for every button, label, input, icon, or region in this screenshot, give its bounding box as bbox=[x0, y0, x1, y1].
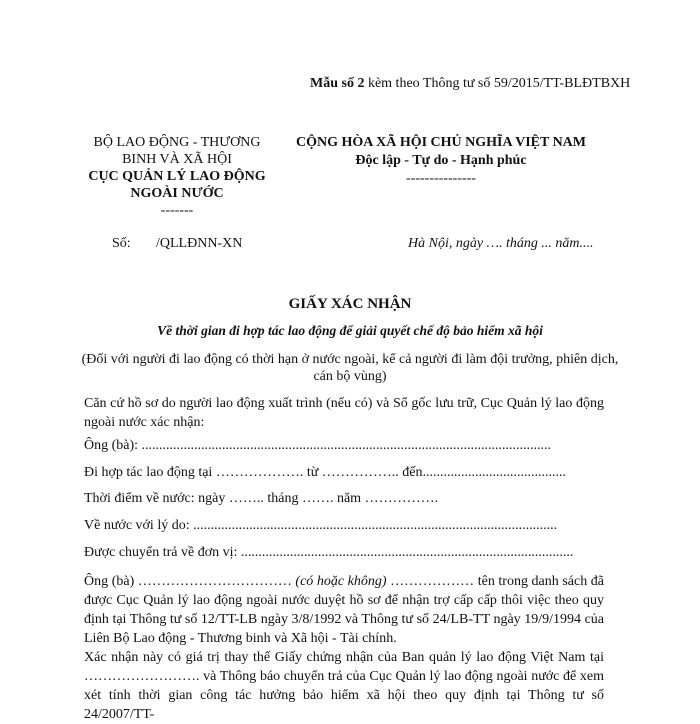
approval-paragraph-start: Ông (bà) …………………………… bbox=[84, 574, 296, 589]
national-motto: Độc lập - Tự do - Hạnh phúc bbox=[355, 153, 527, 168]
ministry-line-2: BINH VÀ XÃ HỘI bbox=[122, 152, 232, 167]
document-subtitle: Về thời gian đi hợp tác lao động để giải quyết chế độ bảo hiểm xã hội bbox=[157, 323, 543, 338]
form-circular: kèm theo Thông tư số 59/2015/TT-BLĐTBXH bbox=[364, 76, 631, 91]
basis-paragraph: Căn cứ hồ sơ do người lao động xuất trình (nếu có) và Sổ gốc lưu trữ, Cục Quản lý lao động ngoài nước xác nhận: bbox=[84, 396, 604, 430]
approval-paragraph-rest: ……………… tên trong danh sách đã được Cục Quản lý lao động ngoài nước duyệt hồ sơ để nhận trợ cấp cấp thôi việc theo quy định tại Thông tư số 12/TT-LB ngày 3/8/1992 và Thông tư số 24/LB-TT ngày 19/9/1994 của Liên Bộ Lao động - Thương binh và Xã hội - Tài chính. bbox=[84, 574, 605, 646]
department-line-2: NGOÀI NƯỚC bbox=[130, 186, 224, 201]
form-reference bbox=[310, 76, 630, 92]
field-transfer-unit: Được chuyển trả về đơn vị: ............................................................................................... bbox=[84, 545, 574, 560]
field-return-date: Thời điểm về nước: ngày …….. tháng ……. năm ……………. bbox=[84, 491, 439, 506]
agency-divider: ------- bbox=[160, 203, 194, 218]
approval-paragraph-option: (có hoặc không) bbox=[295, 574, 387, 589]
scope-note-line-1: (Đối với người đi lao động có thời hạn ở nước ngoài, kể cả người đi làm đội trưởng, phiên dịch, bbox=[81, 352, 619, 367]
document-number-code: /QLLĐNN-XN bbox=[156, 236, 243, 251]
scope-note-line-2: cán bộ vùng) bbox=[313, 369, 387, 384]
document-number-label: Số: bbox=[112, 236, 131, 251]
field-cooperation-location: Đi hợp tác lao động tại ………………. từ …………….. đến......................................... bbox=[84, 465, 567, 480]
scope-note bbox=[60, 351, 640, 385]
validity-paragraph: Xác nhận này có giá trị thay thế Giấy chứng nhận của Ban quản lý lao động Việt Nam tại ……………………. và Thông báo chuyển trả của Cục Quản lý lao động ngoài nước để xem xét tính thời gian công tác hưởng bảo hiểm xã hội theo quy định tại Thông tư số 24/2007/TT- bbox=[84, 650, 604, 722]
field-return-reason: Về nước với lý do: ........................................................................................................ bbox=[84, 518, 558, 533]
national-header bbox=[285, 134, 597, 188]
approval-paragraph bbox=[84, 572, 604, 648]
ministry-line-1: BỘ LAO ĐỘNG - THƯƠNG bbox=[93, 135, 261, 150]
place-and-date: Hà Nội, ngày …. tháng ... năm.... bbox=[408, 236, 594, 251]
agency-header bbox=[72, 134, 282, 219]
national-divider: --------------- bbox=[406, 171, 476, 186]
field-full-name: Ông (bà): ..................................................................................................................... bbox=[84, 438, 552, 453]
department-line-1: CỤC QUẢN LÝ LAO ĐỘNG bbox=[88, 169, 266, 184]
form-number: Mẫu số 2 bbox=[310, 76, 365, 91]
document-title: GIẤY XÁC NHẬN bbox=[288, 296, 412, 312]
country-name: CỘNG HÒA XÃ HỘI CHỦ NGHĨA VIỆT NAM bbox=[295, 135, 586, 150]
